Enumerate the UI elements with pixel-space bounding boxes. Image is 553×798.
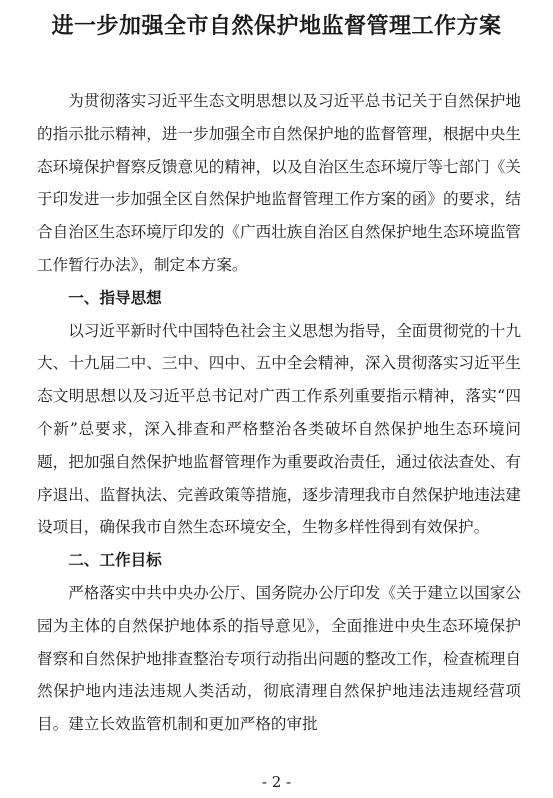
section-paragraph-work-goals: 严格落实中共中央办公厅、国务院办公厅印发《关于建立以国家公园为主体的自然保护地体系的指导意见》，全面推进中央生态环境保护督察和自然保护地排查整治专项行动指出问题的整改工作，检查梳理自然保护地内违法违规人类活动，彻底清理自然保护地违法违规经营项目。建立长效监管机制和更加严格的审批 [37, 583, 521, 734]
section-heading-work-goals: 二、工作目标 [68, 551, 162, 570]
section-paragraph-guiding-ideology: 以习近平新时代中国特色社会主义思想为指导，全面贯彻党的十九大、十九届二中、三中、四中、五中全会精神，深入贯彻落实习近平生态文明思想以及习近平总书记对广西工作系列重要指示精神，落实“四个新”总要求，深入排查和严格整治各类破坏自然保护地生态环境问题，把加强自然保护地监督管理作为重要政治责任，通过依法查处、有序退出、监督执法、完善政策等措施，逐步清理我市自然保护地违法建设项目，确保我市自然生态环境安全，生物多样性得到有效保护。 [37, 321, 521, 537]
document-body [37, 85, 521, 741]
section-heading-guiding-ideology: 一、指导思想 [68, 288, 162, 307]
page-number: - 2 - [261, 773, 292, 791]
intro-paragraph: 为贯彻落实习近平生态文明思想以及习近平总书记关于自然保护地的指示批示精神，进一步加强全市自然保护地的监督管理，根据中央生态环境保护督察反馈意见的精神，以及自治区生态环境厅等七部门《关于印发进一步加强全区自然保护地监督管理工作方案的函》的要求，结合自治区生态环境厅印发的《广西壮族自治区自然保护地生态环境监管工作暂行办法》，制定本方案。 [37, 92, 521, 274]
document-title: 进一步加强全市自然保护地监督管理工作方案 [51, 14, 502, 39]
